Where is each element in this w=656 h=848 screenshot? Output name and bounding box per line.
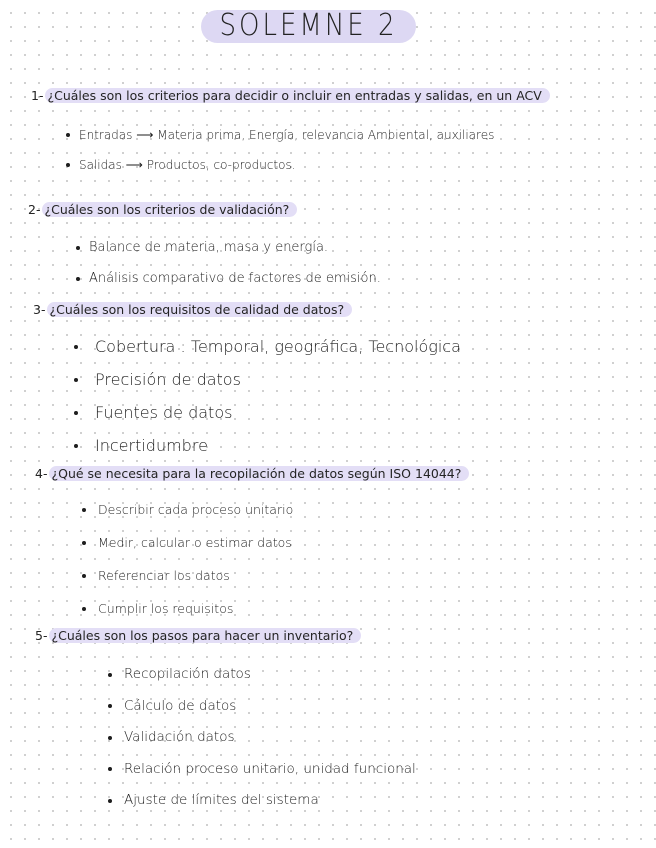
answer-item: Recopilación datos bbox=[108, 659, 416, 691]
answer-list-1 bbox=[66, 120, 494, 180]
answer-item: Balance de materia, masa y energía. bbox=[76, 232, 381, 263]
answer-item: Relación proceso unitario, unidad funcional bbox=[108, 754, 416, 786]
question-1 bbox=[31, 87, 550, 105]
answer-item: Describir cada proceso unitario bbox=[82, 493, 293, 526]
answer-list-5 bbox=[108, 659, 416, 817]
question-number: 3- bbox=[33, 302, 46, 317]
answer-item: Validación datos bbox=[108, 722, 416, 754]
answer-item: Ajuste de límites del sistema bbox=[108, 785, 416, 817]
question-text: ¿Cuáles son los criterios para decidir o incluir en entradas y salidas, en un ACV bbox=[45, 88, 549, 103]
question-4 bbox=[35, 465, 469, 483]
question-number: 5- bbox=[35, 628, 48, 643]
question-number: 2- bbox=[28, 202, 41, 217]
question-text: ¿Cuáles son los pasos para hacer un inventario? bbox=[49, 628, 361, 643]
answer-item: Fuentes de datos bbox=[74, 396, 461, 429]
answer-item: Cálculo de datos bbox=[108, 691, 416, 723]
question-number: 4- bbox=[35, 466, 48, 481]
title-highlight bbox=[201, 10, 416, 43]
question-text: ¿Cuáles son los criterios de validación? bbox=[42, 202, 297, 217]
answer-item: Precisión de datos bbox=[74, 363, 461, 396]
page-title: SOLEMNE 2 bbox=[219, 8, 398, 44]
answer-item: Cumplir los requisitos bbox=[82, 592, 293, 625]
answer-item: Análisis comparativo de factores de emisión. bbox=[76, 263, 381, 294]
answer-item: Cobertura : Temporal, geográfica, Tecnológica bbox=[74, 330, 461, 363]
answer-item: Incertidumbre bbox=[74, 429, 461, 462]
answer-list-2 bbox=[76, 232, 381, 294]
question-2 bbox=[28, 201, 297, 219]
answer-item: Entradas ⟶ Materia prima, Energía, relevancia Ambiental, auxiliares bbox=[66, 120, 494, 150]
question-number: 1- bbox=[31, 88, 44, 103]
answer-list-4 bbox=[82, 493, 293, 625]
answer-item: Medir, calcular o estimar datos bbox=[82, 526, 293, 559]
question-text: ¿Qué se necesita para la recopilación de datos según ISO 14044? bbox=[49, 466, 469, 481]
answer-item: Referenciar los datos bbox=[82, 559, 293, 592]
answer-item: Salidas ⟶ Productos, co-productos. bbox=[66, 150, 494, 180]
question-5 bbox=[35, 627, 361, 645]
answer-list-3 bbox=[74, 330, 461, 462]
question-text: ¿Cuáles son los requisitos de calidad de datos? bbox=[47, 302, 352, 317]
question-3 bbox=[33, 301, 352, 319]
